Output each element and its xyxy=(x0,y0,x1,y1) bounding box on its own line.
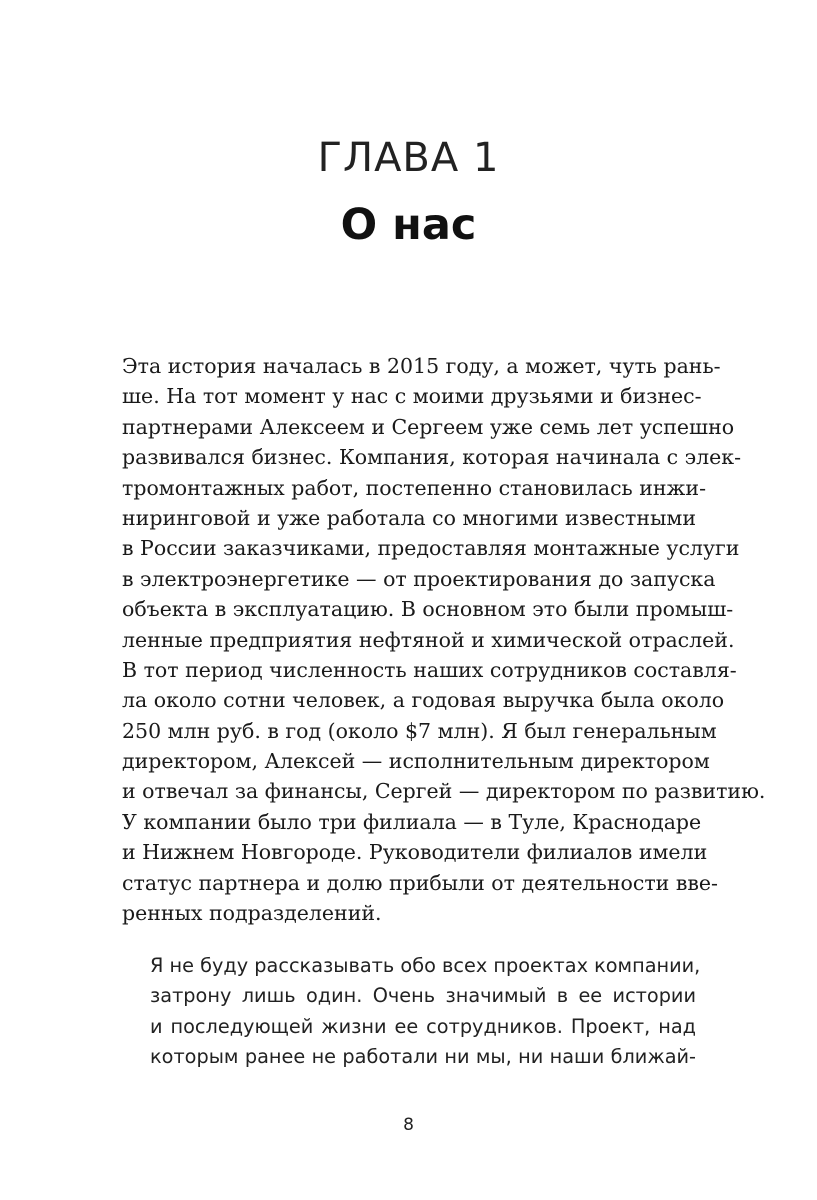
text-line: У компании было три филиала — в Туле, Краснодаре xyxy=(122,809,702,834)
text-line: затрону лишь один. Очень значимый в ее истории xyxy=(150,984,696,1008)
text-line: ше. На тот момент у нас с моими друзьями и бизнес- xyxy=(122,384,702,409)
text-line: развивался бизнес. Компания, которая начинала с элек- xyxy=(122,445,742,470)
chapter-title: О нас xyxy=(340,200,477,250)
text-line: ленные предприятия нефтяной и химической отраслей. xyxy=(122,627,735,652)
chapter-label: ГЛАВА 1 xyxy=(317,135,500,181)
text-line: статус партнера и долю прибыли от деятельности вве- xyxy=(122,870,718,895)
text-line: директором, Алексей — исполнительным директором xyxy=(122,749,710,774)
text-line: в электроэнергетике — от проектирования до запуска xyxy=(122,566,716,591)
text-line: 250 млн руб. в год (около $7 млн). Я был генеральным xyxy=(122,718,717,743)
text-line: и Нижнем Новгороде. Руководители филиалов имели xyxy=(122,840,708,865)
text-line: ниринговой и уже работала со многими известными xyxy=(122,505,696,530)
text-line: объекта в эксплуатацию. В основном это были промыш- xyxy=(122,597,734,622)
text-line: в России заказчиками, предоставляя монтажные услуги xyxy=(122,536,740,561)
text-line: В тот период численность наших сотрудников составля- xyxy=(122,657,737,682)
text-line: и последующей жизни ее сотрудников. Проект, над xyxy=(150,1014,696,1038)
text-line: Эта история началась в 2015 году, а может, чуть рань- xyxy=(122,354,721,378)
text-line: тромонтажных работ, постепенно становилась инжи- xyxy=(122,475,707,500)
page-number: 8 xyxy=(403,1115,414,1135)
text-line: которым ранее не работали ни мы, ни наши ближай- xyxy=(150,1045,696,1069)
text-line: партнерами Алексеем и Сергеем уже семь лет успешно xyxy=(122,414,735,439)
text-line: и отвечал за финансы, Сергей — директором по развитию. xyxy=(122,779,766,804)
body-paragraph xyxy=(122,351,766,928)
text-line: Я не буду рассказывать обо всех проектах компании, xyxy=(150,954,701,977)
text-line: ренных подразделений. xyxy=(122,901,382,926)
intro-paragraph xyxy=(150,951,701,1073)
text-line: ла около сотни человек, а годовая выручка была около xyxy=(122,688,725,713)
